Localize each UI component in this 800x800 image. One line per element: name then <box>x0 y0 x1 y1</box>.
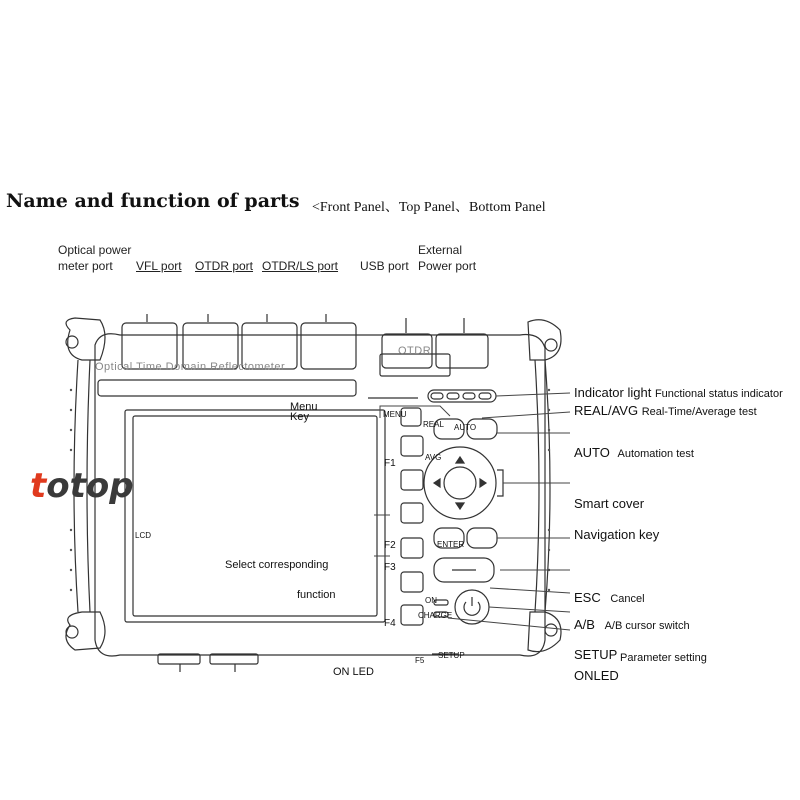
setup-label: SETUP <box>574 647 618 662</box>
f3-label: F3 <box>384 562 396 573</box>
menu-key-text: MENU <box>383 410 407 419</box>
navigation-key-label: Navigation key <box>574 527 660 542</box>
real-key-text: REAL <box>423 420 444 429</box>
device-body-outline <box>95 334 545 656</box>
indicator-light-label: Indicator light Functional status indicator <box>574 385 783 400</box>
label-otdr-port: OTDR port <box>195 259 254 273</box>
menu-key-label-line2: Key <box>290 411 309 423</box>
label-optical-power-line2: meter port <box>58 259 113 273</box>
smart-cover-label: Smart cover <box>574 496 645 511</box>
page-subtitle: <Front Panel、Top Panel、Bottom Panel <box>312 200 546 215</box>
totop-logo: totop <box>30 466 134 506</box>
setup-key-text: SETUP <box>438 651 465 660</box>
avg-key-text: AVG <box>425 453 442 462</box>
label-usb-port: USB port <box>360 259 409 273</box>
otdr-ls-port-housing <box>301 323 356 369</box>
page-title: Name and function of parts <box>6 190 300 212</box>
real-avg-label: REAL/AVG Real-Time/Average test <box>574 403 757 418</box>
label-external-line2: Power port <box>418 259 477 273</box>
onled-label: ONLED <box>574 668 619 683</box>
device-panel-caption: Optical Time Domain Reflectometer <box>95 361 286 373</box>
charge-key-text: CHARGE <box>418 611 453 620</box>
setup-sub-label: Parameter setting <box>620 652 707 664</box>
esc-label: ESC Cancel <box>574 590 645 605</box>
on-led-label: ON LED <box>333 666 374 678</box>
lcd-screen <box>125 410 385 622</box>
device-top-caption: OTDR <box>398 345 432 357</box>
label-external-line1: External <box>418 243 463 257</box>
auto-key-text: AUTO <box>454 423 477 432</box>
label-vfl-port: VFL port <box>136 259 182 273</box>
lcd-label: LCD <box>135 531 152 540</box>
select-label-line1: Select corresponding <box>225 559 329 571</box>
f2-label: F2 <box>384 540 396 551</box>
menu-key-label-line1: Menu <box>290 401 318 413</box>
select-label-line2: function <box>297 589 336 601</box>
f4-label: F4 <box>384 618 396 629</box>
on-key-text: ON <box>425 596 437 605</box>
label-otdr-ls-port: OTDR/LS port <box>262 259 339 273</box>
auto-label: AUTO Automation test <box>574 445 694 460</box>
label-optical-power-line1: Optical power <box>58 243 132 257</box>
ab-label: A/B A/B cursor switch <box>574 617 690 632</box>
f1-label: F1 <box>384 458 396 469</box>
external-power-port-housing <box>436 334 488 368</box>
f5-label: F5 <box>415 656 425 665</box>
enter-key-text: ENTER <box>437 540 465 549</box>
